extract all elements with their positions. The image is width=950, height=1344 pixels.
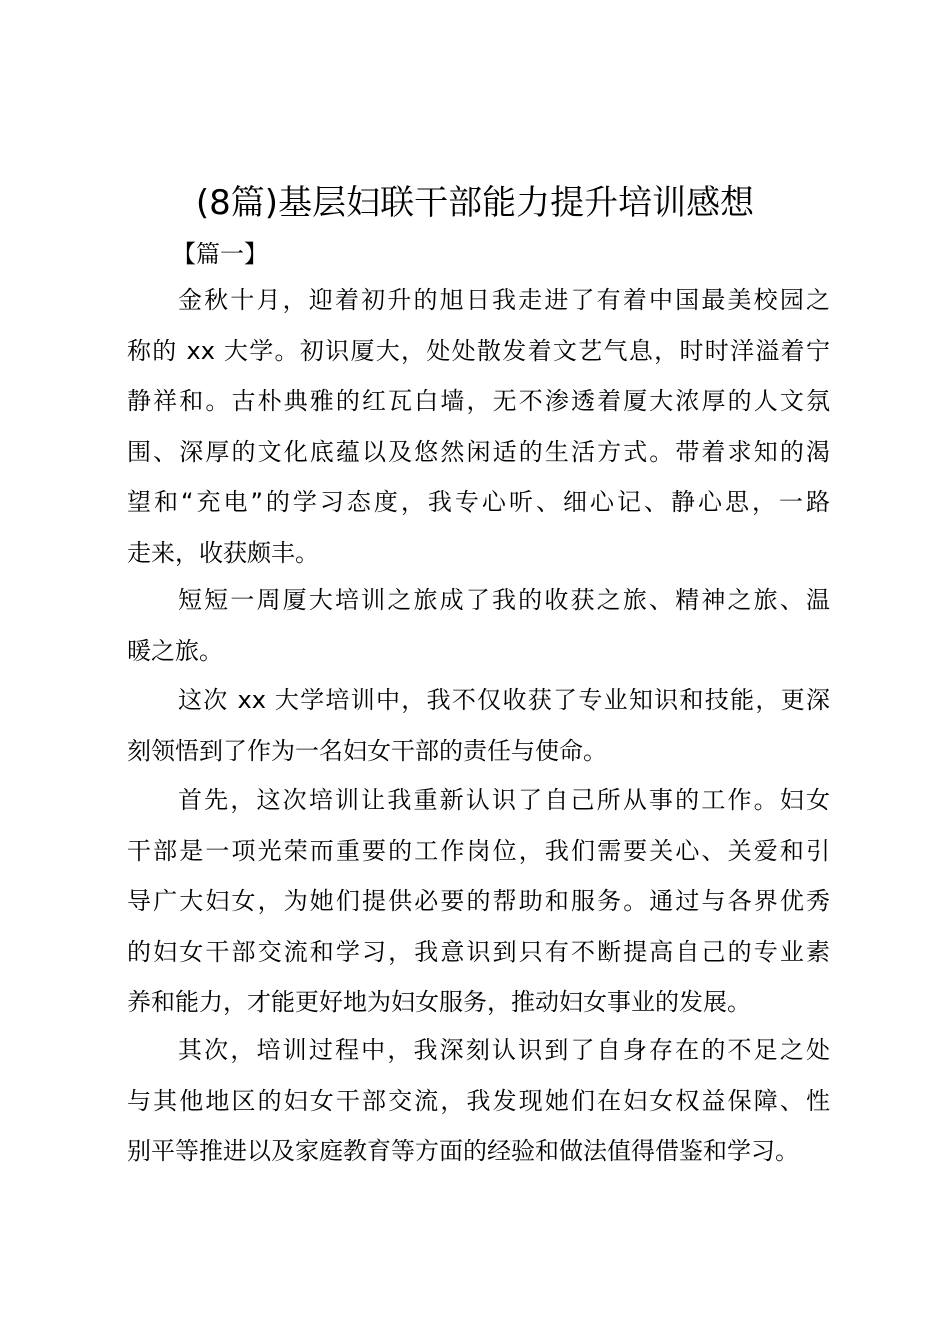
paragraph-line: 刻领悟到了作为一名妇女干部的责任与使命。 [127, 737, 607, 765]
section-label: 【篇一】 [172, 240, 268, 268]
paragraph-line: 暖之旅。 [127, 637, 223, 665]
paragraph-line: 的妇女干部交流和学习，我意识到只有不断提高自己的专业素 [127, 938, 830, 966]
paragraph-line: 称的 xx 大学。初识厦大，处处散发着文艺气息，时时洋溢着宁 [127, 337, 830, 365]
paragraph-line: 围、深厚的文化底蕴以及悠然闲适的生活方式。带着求知的渴 [127, 438, 830, 466]
paragraph-line: 首先，这次培训让我重新认识了自己所从事的工作。妇女 [178, 786, 830, 814]
paragraph-line: 金秋十月，迎着初升的旭日我走进了有着中国最美校园之 [178, 286, 830, 314]
paragraph-line: 走来，收获颇丰。 [127, 539, 319, 567]
paragraph-line: 望和“充电”的学习态度，我专心听、细心记、静心思，一路 [127, 488, 830, 516]
paragraph-line: 其次，培训过程中，我深刻认识到了自身存在的不足之处 [178, 1036, 830, 1064]
document-title: (8篇)基层妇联干部能力提升培训感想 [195, 183, 755, 223]
paragraph-line: 静祥和。古朴典雅的红瓦白墙，无不渗透着厦大浓厚的人文氛 [127, 387, 830, 415]
paragraph-line: 短短一周厦大培训之旅成了我的收获之旅、精神之旅、温 [178, 586, 830, 614]
paragraph-line: 与其他地区的妇女干部交流，我发现她们在妇女权益保障、性 [127, 1087, 830, 1115]
paragraph-line: 养和能力，才能更好地为妇女服务，推动妇女事业的发展。 [127, 988, 751, 1016]
paragraph-line: 这次 xx 大学培训中，我不仅收获了专业知识和技能，更深 [178, 686, 830, 714]
paragraph-line: 导广大妇女，为她们提供必要的帮助和服务。通过与各界优秀 [127, 887, 830, 915]
paragraph-line: 别平等推进以及家庭教育等方面的经验和做法值得借鉴和学习。 [127, 1137, 799, 1165]
paragraph-line: 干部是一项光荣而重要的工作岗位，我们需要关心、关爱和引 [127, 837, 830, 865]
